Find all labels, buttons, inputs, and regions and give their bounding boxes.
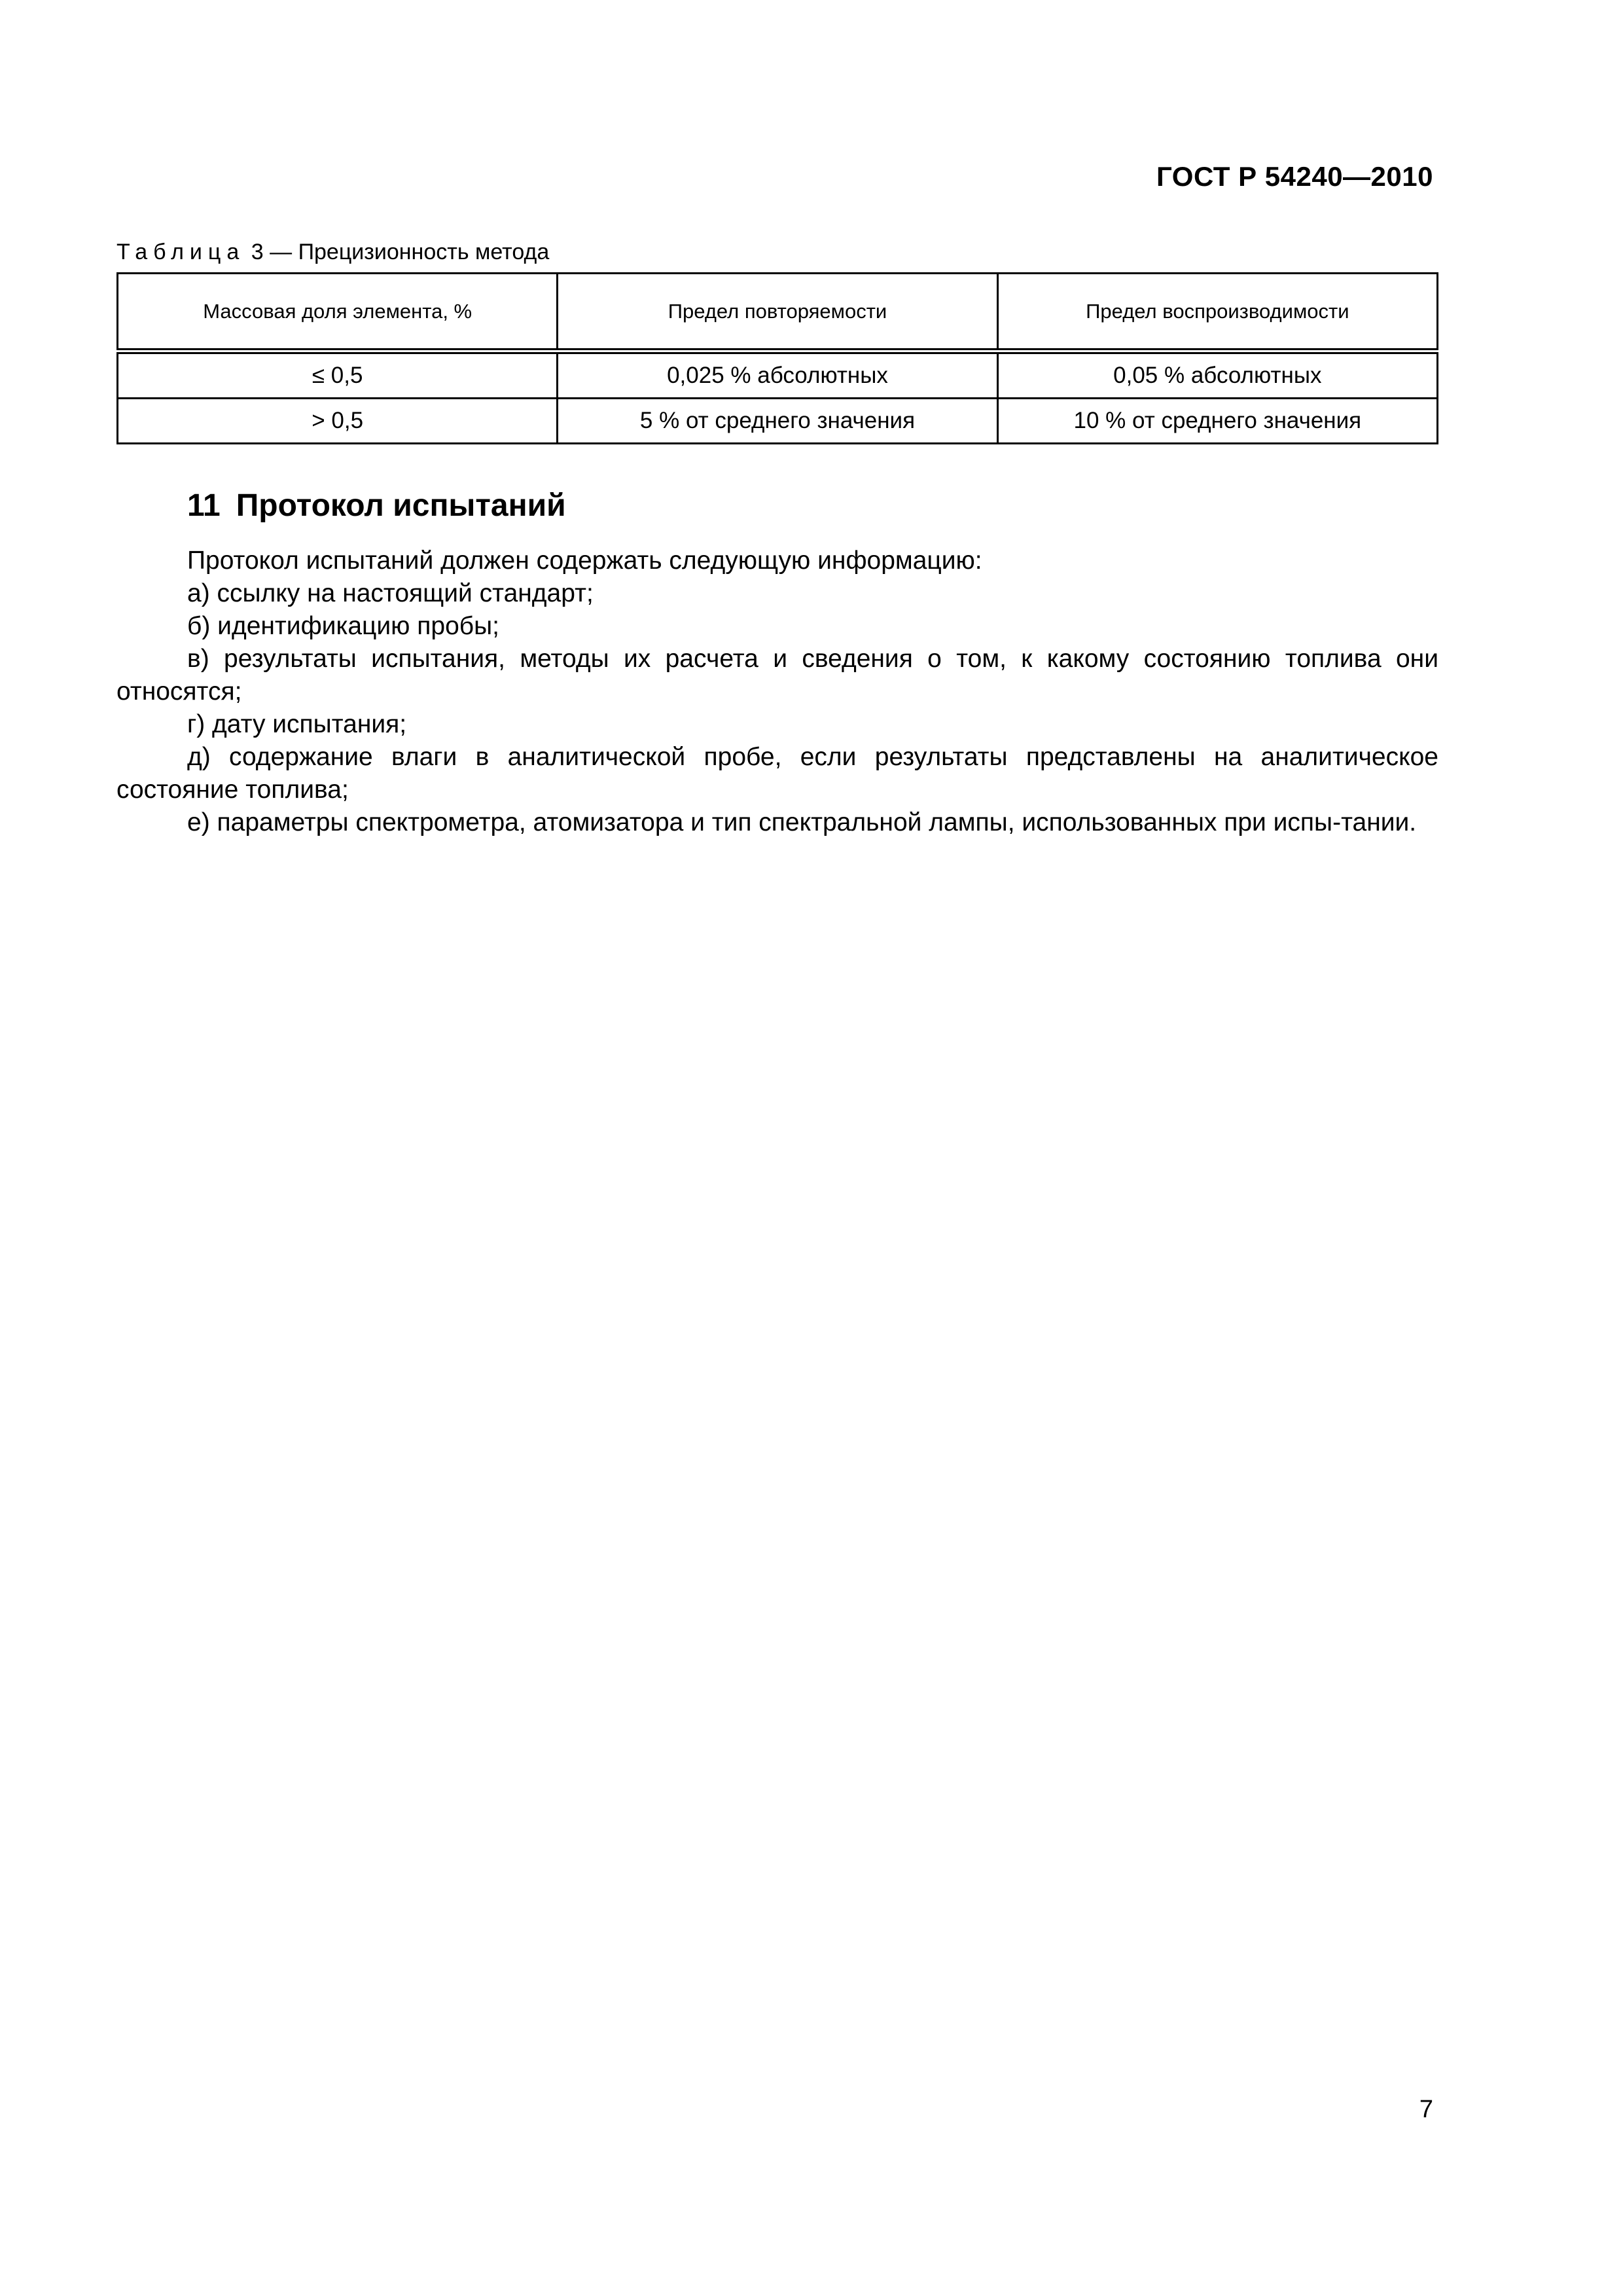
column-header-mass-fraction: Массовая доля элемента, %	[118, 274, 558, 351]
table-caption	[116, 240, 549, 265]
list-item: б) идентификацию пробы;	[187, 612, 499, 640]
section-number: 11	[187, 488, 221, 523]
section-title: Протокол испытаний	[236, 488, 566, 523]
list-item: в) результаты испытания, методы их расчета и сведения о том, к какому состоянию топлива они относятся;	[116, 645, 1438, 706]
list-item: а) ссылку на настоящий стандарт;	[187, 579, 594, 607]
column-header-reproducibility: Предел воспроизводимости	[997, 274, 1437, 351]
table-cell: 5 % от среднего значения	[558, 399, 997, 444]
table-header-row	[118, 274, 1438, 351]
document-code: ГОСТ Р 54240—2010	[1156, 161, 1433, 192]
section-body	[116, 545, 1438, 839]
table-cell: > 0,5	[118, 399, 558, 444]
list-item: д) содержание влаги в аналитической пробе, если результаты представлены на аналитическое состояние топлива;	[116, 743, 1438, 804]
table-row	[118, 351, 1438, 399]
table-caption-label: Таблица	[116, 240, 245, 264]
section-heading	[187, 488, 566, 524]
section-intro: Протокол испытаний должен содержать следующую информацию:	[187, 547, 982, 575]
precision-table	[116, 272, 1438, 444]
table-cell: 0,025 % абсолютных	[558, 351, 997, 399]
list-item: е) параметры спектрометра, атомизатора и тип спектральной лампы, использованных при испы-тании.	[187, 808, 1417, 836]
table-cell: 10 % от среднего значения	[997, 399, 1437, 444]
table-cell: 0,05 % абсолютных	[997, 351, 1437, 399]
table-cell: ≤ 0,5	[118, 351, 558, 399]
table-caption-title: 3 — Прецизионность метода	[251, 240, 550, 264]
column-header-repeatability: Предел повторяемости	[558, 274, 997, 351]
page-number: 7	[1419, 2096, 1433, 2123]
list-item: г) дату испытания;	[187, 710, 407, 738]
table-row	[118, 399, 1438, 444]
